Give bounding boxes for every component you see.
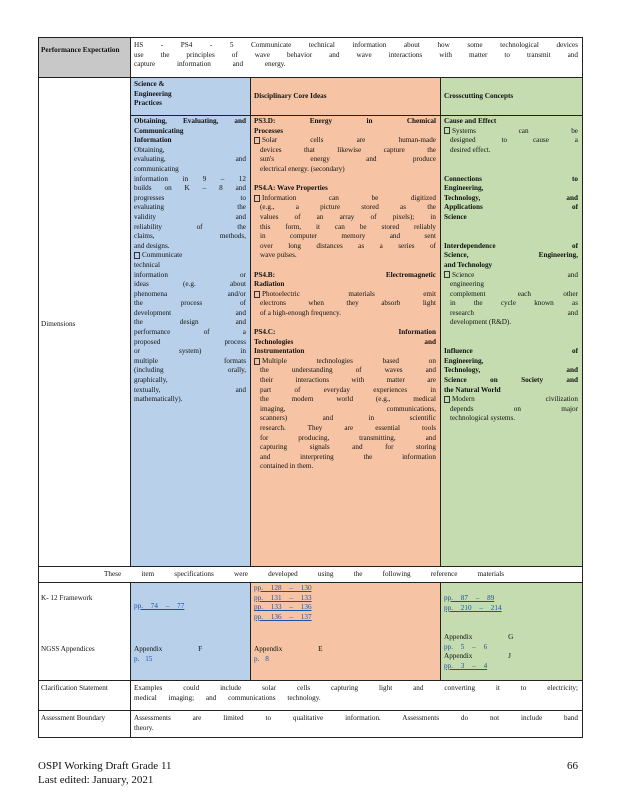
table-border-right (582, 37, 583, 738)
table-border-top (38, 37, 583, 38)
line-text: evaluating, and (134, 155, 246, 164)
column-text-line (254, 165, 436, 175)
line-text: Solar cells are human-made (262, 136, 436, 145)
line-text: or system) in (134, 347, 246, 356)
line-text: Influence of (444, 347, 578, 356)
column-text-line (134, 290, 246, 300)
line-text: development (R&D). (450, 318, 512, 327)
line-text: electrical energy. (secondary) (260, 164, 345, 173)
spacer (444, 232, 578, 242)
line-text: research and (450, 308, 578, 317)
column-heading-line (444, 376, 578, 386)
line-text: builds on K – 8 and (134, 184, 246, 193)
framework-dci-link[interactable]: pp. 136 – 137 (254, 612, 312, 621)
line-text: the Natural World (444, 385, 501, 394)
line-text: contained in them. (260, 462, 314, 471)
column-heading-line (444, 366, 578, 376)
column-text-line (134, 376, 246, 386)
column-text-line (254, 405, 436, 415)
column-text-line (134, 357, 246, 367)
line-text: wave pulses. (260, 251, 297, 260)
bullet-icon (134, 252, 140, 259)
column-text-line (444, 280, 578, 290)
spacer (444, 328, 578, 338)
reference-note: These item specifications were developed using the following reference materials (104, 570, 504, 578)
line-text: the understanding of waves and (260, 366, 436, 375)
framework-dci-link[interactable]: pp. 131 – 133 (254, 593, 312, 602)
spacer (254, 318, 436, 328)
line-text: Science on Society and (444, 376, 578, 385)
bullet-icon (444, 396, 450, 403)
column-text-line (134, 328, 246, 338)
column-text-line (134, 261, 246, 271)
line-text: devices that likewise capture the (260, 145, 436, 154)
sep-column (134, 117, 246, 565)
line-text: PS4.B: Electromagnetic (254, 270, 436, 279)
framework-dci-link[interactable]: pp. 133 – 136 (254, 603, 312, 612)
footer-title: OSPI Working Draft Grade 11 (38, 760, 172, 772)
line-text: proposed process (134, 337, 246, 346)
line-text: electrons when they absorb light (260, 299, 436, 308)
framework-sep-pages (134, 602, 246, 612)
column-text-line (134, 386, 246, 396)
column-heading-line (444, 386, 578, 396)
spacer (254, 175, 436, 185)
line-text: the modern world (e.g., medical (260, 395, 436, 404)
column-heading-line (254, 184, 436, 194)
line-text: the process of (134, 299, 246, 308)
line-text: Technology, and (444, 366, 578, 375)
line-text: capturing signals and for storing (260, 443, 436, 452)
line-text: values of an array of pixels); in (260, 212, 436, 221)
bullet-icon (254, 291, 260, 298)
column-text-line (254, 309, 436, 319)
column-heading-line (444, 213, 578, 223)
line-text: information in 9 – 12 (134, 174, 246, 183)
column-heading-line (444, 194, 578, 204)
column-text-line (134, 194, 246, 204)
clarification-text: Examples could include solar cells capturing light and converting it to electricity; medical imaging; and communications technology. (134, 684, 578, 702)
clarification-label: Clarification Statement (41, 684, 108, 692)
line-text: progresses to (134, 193, 246, 202)
column-text-line (444, 299, 578, 309)
table-border-bottom (38, 737, 583, 738)
line-text: phenomena and/or (134, 289, 246, 298)
framework-dci-link[interactable]: pp. 128 – 130 (254, 584, 312, 592)
table-border-left (38, 37, 39, 738)
ngss-ccc-link[interactable]: pp. 5 – 6 (444, 642, 488, 651)
line-text: reliability of the (134, 222, 246, 231)
line-text: Multiple technologies based on (262, 356, 436, 365)
line-text: Obtaining, Evaluating, and (134, 117, 246, 125)
line-text: over long distances as a series of (260, 241, 436, 250)
column-text-line (254, 434, 436, 444)
header-divider (130, 115, 583, 116)
column-text-line (134, 309, 246, 319)
column-text-line (254, 443, 436, 453)
column-text-line (134, 338, 246, 348)
line-text: technical (134, 260, 160, 269)
column-text-line (254, 395, 436, 405)
column-text-line (444, 395, 578, 405)
column-text-line (444, 405, 578, 415)
column-heading-line (134, 127, 246, 137)
column-text-line (134, 299, 246, 309)
line-text: performance of a (134, 328, 246, 337)
spacer (444, 223, 578, 233)
framework-dci-pages (254, 584, 436, 622)
column-text-line (254, 232, 436, 242)
line-text: mathematically). (134, 395, 183, 404)
column-text-line (444, 127, 578, 137)
column-text-line (254, 453, 436, 463)
spacer (254, 261, 436, 271)
column-heading-line (444, 175, 578, 185)
column-heading-line (254, 338, 436, 348)
column-heading-line (254, 328, 436, 338)
line-text: (including orally, (134, 366, 246, 375)
framework-ccc-link[interactable]: pp. 87 – 89 (444, 594, 495, 602)
line-text: Information (134, 136, 172, 145)
column-text-line (254, 194, 436, 204)
column-text-line (444, 290, 578, 300)
line-text: Instrumentation (254, 347, 305, 356)
line-text: sun's energy and produce (260, 155, 436, 164)
column-text-line (134, 271, 246, 281)
column-heading-line (254, 347, 436, 357)
pe-line: HS - PS4 - 5 Communicate technical information about how some technological devices (134, 41, 578, 49)
column-heading-line (254, 127, 436, 137)
column-text-line (134, 347, 246, 357)
column-text-line (254, 136, 436, 146)
column-heading-line (254, 117, 436, 127)
column-text-line (134, 251, 246, 261)
column-text-line (444, 414, 578, 424)
line-text: Information can be digitized (262, 193, 436, 202)
column-text-line (134, 318, 246, 328)
pe-line: use the principles of wave behavior and wave interactions with matter to transmit and (134, 50, 578, 59)
column-text-line (134, 203, 246, 213)
line-text: ideas (e.g. about (134, 280, 246, 289)
column-heading-line (444, 242, 578, 252)
column-heading-line (254, 271, 436, 281)
line-text: evaluating the (134, 203, 246, 212)
dci-ccc-divider-2 (440, 582, 441, 680)
line-text: Obtaining, (134, 145, 165, 154)
spacer (444, 155, 578, 165)
boundary-text: Assessments are limited to qualitative information. Assessments do not include band theory. (134, 714, 578, 732)
ccc-header: Crosscutting Concepts (444, 92, 514, 100)
spacer (444, 165, 578, 175)
line-text: Technologies and (254, 337, 436, 346)
dci-header: Disciplinary Core Ideas (254, 92, 327, 100)
line-text: desired effect. (450, 145, 491, 154)
column-text-line (254, 386, 436, 396)
column-heading-line (444, 184, 578, 194)
column-text-line (254, 424, 436, 434)
line-text: and interpreting the information (260, 452, 436, 461)
column-text-line (254, 357, 436, 367)
line-text: and designs. (134, 241, 170, 250)
framework-ccc-pages (444, 594, 578, 613)
bullet-icon (254, 137, 260, 144)
ngss-dci: Appendix E p. 8 (254, 645, 323, 663)
sep-dci-divider (250, 77, 251, 567)
column-text-line (254, 242, 436, 252)
column-text-line (254, 366, 436, 376)
framework-label: K- 12 Framework (41, 594, 93, 602)
line-text: research. They are essential tools (260, 424, 436, 432)
sep-header: Science & Engineering Practices (134, 80, 172, 108)
pe-label: Performance Expectation (41, 46, 120, 54)
line-text: Processes (254, 126, 284, 135)
column-heading-line (444, 261, 578, 271)
label-divider-b (130, 582, 131, 738)
column-text-line (134, 184, 246, 194)
ngss-ccc-link[interactable]: pp. 3 – 4 (444, 661, 488, 670)
line-text: technological systems. (450, 414, 516, 423)
column-heading-line (254, 280, 436, 290)
ngss-sep-link[interactable]: p. 15 (134, 654, 153, 663)
line-text: Communicating (134, 126, 184, 135)
column-heading-line (444, 251, 578, 261)
row-divider-5 (38, 710, 583, 711)
line-text: Communicate (142, 251, 183, 260)
spacer (444, 338, 578, 348)
column-text-line (254, 203, 436, 213)
page-number: 66 (567, 760, 578, 772)
bullet-icon (254, 195, 260, 202)
dimensions-label: Dimensions (41, 320, 76, 328)
column-text-line (134, 232, 246, 242)
line-text: depends on major (450, 404, 578, 413)
line-text: Connections to (444, 174, 578, 183)
column-heading-line (444, 357, 578, 367)
line-text: information or (134, 270, 246, 279)
pe-line: capture information and energy. (134, 60, 286, 69)
ngss-ccc: Appendix G pp. 5 – 6 Appendix J pp. 3 – 4 (444, 633, 514, 670)
column-heading-line (134, 117, 246, 127)
pe-label-bg (38, 37, 130, 77)
line-text: imaging, communications, (260, 404, 436, 413)
column-heading-line (444, 347, 578, 357)
column-text-line (134, 242, 246, 252)
row-divider-3 (38, 582, 583, 583)
row-divider-1 (38, 77, 583, 78)
line-text: PS4.C: Information (254, 328, 436, 337)
column-text-line (134, 223, 246, 233)
line-text: the design and (134, 318, 246, 327)
column-heading-line (444, 203, 578, 213)
line-text: this form, it can be stored reliably (260, 222, 436, 231)
line-text: Engineering, (444, 184, 484, 193)
column-text-line (134, 155, 246, 165)
line-text: graphically, (134, 376, 168, 385)
line-text: for producing, transmitting, and (260, 433, 436, 442)
line-text: communicating (134, 164, 179, 173)
column-text-line (134, 280, 246, 290)
label-divider-a (130, 37, 131, 567)
pe-text (134, 41, 578, 70)
line-text: complement each other (450, 289, 578, 298)
dci-column (254, 117, 436, 565)
ngss-dci-link[interactable]: p. 8 (254, 654, 269, 663)
line-text: PS3.D: Energy in Chemical (254, 117, 436, 125)
column-heading-line (444, 117, 578, 127)
line-text: Systems can be (452, 126, 578, 135)
line-text: engineering (450, 280, 484, 289)
line-text: validity and (134, 212, 246, 221)
column-text-line (254, 155, 436, 165)
line-text: of a high-enough frequency. (260, 308, 341, 317)
framework-sep-link[interactable]: pp. 74 – 77 (134, 602, 185, 610)
column-text-line (134, 366, 246, 376)
line-text: (e.g., a picture stored as the (260, 203, 436, 212)
column-text-line (254, 299, 436, 309)
line-text: part of everyday experiences in (260, 385, 436, 394)
framework-sep-bg (130, 582, 250, 680)
bullet-icon (444, 271, 450, 278)
column-text-line (254, 414, 436, 424)
column-heading-line (134, 136, 246, 146)
column-text-line (444, 271, 578, 281)
line-text: textually, and (134, 385, 246, 394)
column-text-line (254, 251, 436, 261)
column-text-line (134, 175, 246, 185)
column-text-line (254, 376, 436, 386)
line-text: Science and (452, 270, 578, 279)
column-text-line (254, 213, 436, 223)
column-text-line (254, 462, 436, 472)
column-text-line (444, 136, 578, 146)
line-text: designed to cause a (450, 136, 578, 145)
column-text-line (134, 165, 246, 175)
line-text: Radiation (254, 280, 285, 289)
line-text: Modern civilization (452, 395, 578, 404)
column-text-line (444, 146, 578, 156)
column-text-line (134, 146, 246, 156)
line-text: Interdependence of (444, 241, 578, 250)
line-text: multiple formats (134, 356, 246, 365)
column-text-line (254, 223, 436, 233)
line-text: Photoelectric materials emit (262, 289, 436, 298)
line-text: scanners) and in scientific (260, 414, 436, 423)
sep-dci-divider-2 (250, 582, 251, 680)
column-text-line (444, 318, 578, 328)
line-text: Science (444, 212, 467, 221)
row-divider-4 (38, 680, 583, 681)
line-text: in computer memory and sent (260, 232, 436, 241)
boundary-label: Assessment Boundary (41, 714, 106, 722)
footer-edited: Last edited: January, 2021 (38, 774, 154, 786)
row-divider-2 (38, 566, 583, 567)
bullet-icon (444, 127, 450, 134)
column-text-line (444, 309, 578, 319)
dci-ccc-divider (440, 77, 441, 567)
line-text: and Technology (444, 260, 493, 269)
line-text: Engineering, (444, 356, 484, 365)
column-text-line (254, 290, 436, 300)
line-text: Science, Engineering, (444, 251, 578, 260)
line-text: Cause and Effect (444, 117, 497, 125)
line-text: development and (134, 308, 246, 317)
bullet-icon (254, 358, 260, 365)
ccc-column (444, 117, 578, 565)
ngss-sep: Appendix F p. 15 (134, 645, 203, 663)
line-text: claims, methods, (134, 232, 246, 241)
column-text-line (134, 395, 246, 405)
column-text-line (134, 213, 246, 223)
line-text: PS4.A: Wave Properties (254, 184, 328, 193)
column-text-line (254, 146, 436, 156)
line-text: Technology, and (444, 193, 578, 202)
line-text: in the cycle known as (450, 299, 578, 308)
ngss-label: NGSS Appendices (41, 645, 95, 653)
line-text: their interactions with matter are (260, 376, 436, 385)
line-text: Applications of (444, 203, 578, 212)
framework-ccc-link[interactable]: pp. 210 – 214 (444, 603, 502, 612)
